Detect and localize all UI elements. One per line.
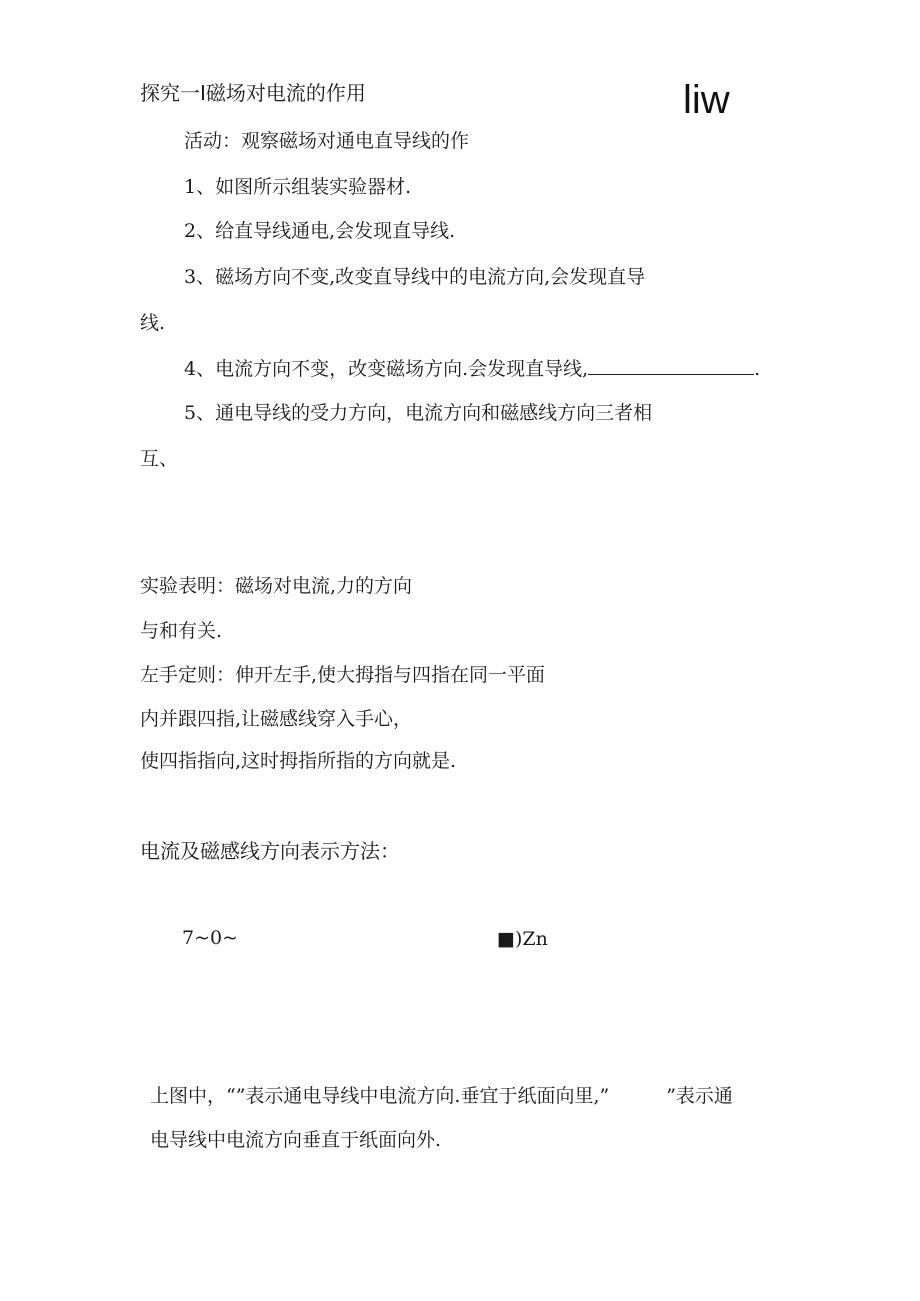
left-hand-rule-line-2: 内并跟四指,让磁感线穿入手心，: [140, 708, 413, 730]
answer-blank: [588, 354, 754, 375]
current-out-of-page-symbol: ■)Zn: [497, 928, 548, 950]
step-2: 2、给直导线通电,会发现直导线.: [184, 220, 456, 242]
section-heading: 探究一I磁场对电流的作用: [140, 81, 366, 105]
explanation-line-2: 电导线中电流方向垂直于纸面向外.: [150, 1129, 442, 1151]
step-4: [184, 354, 760, 382]
step-3-continuation: 线.: [140, 312, 166, 334]
step-1: 1、如图所示组装实验器材.: [184, 176, 412, 198]
step-3: 3、磁场方向不变,改变直导线中的电流方向,会发现直导: [184, 266, 646, 288]
left-hand-rule-line-1: 左手定则：伸开左手,使大拇指与四指在同一平面: [140, 664, 546, 686]
step-4-period: .: [754, 358, 761, 380]
step-5-continuation: 互、: [140, 448, 179, 470]
activity-text: 活动：观察磁场对通电直导线的作: [184, 130, 470, 152]
section-heading-2: 电流及磁感线方向表示方法：: [140, 839, 400, 863]
step-5: 5、通电导线的受力方向，电流方向和磁感线方向三者相: [184, 402, 653, 424]
conclusion-line-2: 与和有关.: [140, 620, 223, 642]
conclusion-line-1: 实验表明：磁场对电流,力的方向: [140, 575, 413, 597]
explanation-line-1: 上图中，“”表示通电导线中电流方向.垂宜于纸面向里,” ”表示通: [150, 1085, 733, 1107]
current-into-page-symbol: 7~0~: [182, 927, 239, 949]
left-hand-rule-line-3: 使四指指向,这时拇指所指的方向就是.: [140, 750, 457, 772]
logo-text: liw: [683, 78, 730, 122]
step-4-text: 4、电流方向不变，改变磁场方向.会发现直导线,: [184, 358, 589, 380]
